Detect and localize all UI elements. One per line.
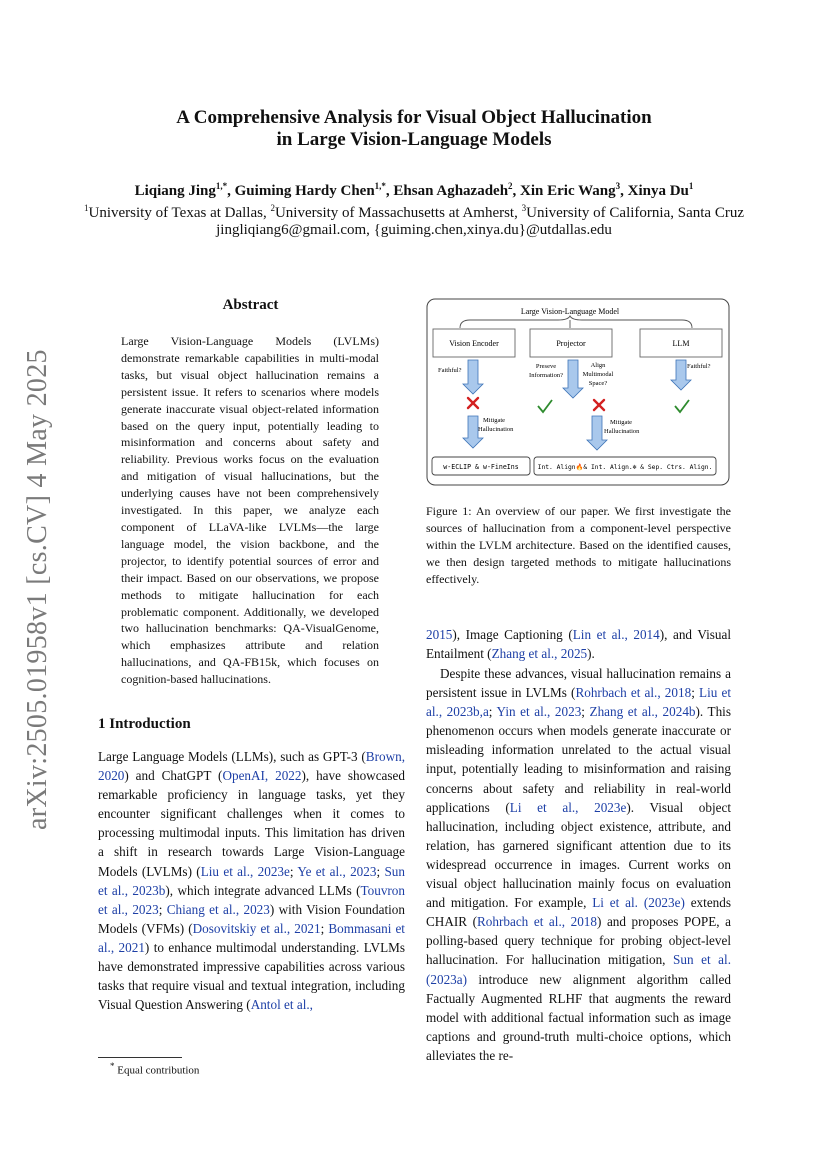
- method-box-left: w-ECLIP & w-FineIns: [443, 463, 519, 471]
- figure-header: Large Vision-Language Model: [520, 307, 620, 316]
- paragraph-text: introduce new alignment algorithm called Factually Augmented RLHF that augments the reward model with additional factual information such as image captions and ground-truth multi-choice options, which alleviates the re-: [426, 971, 731, 1063]
- affiliation-mark: 2: [270, 203, 275, 213]
- paragraph-text: ;: [158, 901, 167, 917]
- footnote-rule: [98, 1057, 182, 1058]
- paragraph-text: ), have showcased remarkable proficiency in language tasks, yet they encounter significant challenges when it comes to processing multimodal inputs. This limitation has driven a shift in research towards Large Vision-Language Models (LVLMs) (: [98, 768, 405, 879]
- citation-link[interactable]: Zhang et al., 2024b: [589, 704, 696, 720]
- author-affiliation-mark: 1: [688, 181, 694, 191]
- citation-link[interactable]: Sun et al., 2023b: [98, 863, 405, 898]
- paragraph-text: ). Visual object hallucination, including object existence, attribute, and relation, has garnered significant attention due to its widespread occurrence in images. Current works on visual object hallucination mainly focus on evaluation and mitigation. For example,: [426, 799, 731, 911]
- citation-link[interactable]: OpenAI, 2022: [222, 768, 302, 784]
- method-box-right: Int. Align🔥& Int. Align.❄ & Sep. Ctrs. Align.: [537, 464, 713, 471]
- citation-link[interactable]: Antol et al.,: [250, 997, 313, 1013]
- mitigate-label-projector-1: Mitigate: [610, 419, 633, 426]
- affiliation-mark: 1: [84, 203, 89, 213]
- citation-link[interactable]: Dosovitskiy et al., 2021: [192, 920, 321, 936]
- paragraph-text: ).: [587, 646, 595, 662]
- author-emails: jingliqiang6@gmail.com, {guiming.chen,xinya.du}@utdallas.edu: [216, 222, 612, 238]
- cross-mark-icon-projector: [594, 400, 604, 410]
- author-name: Liqiang Jing: [134, 183, 216, 199]
- author-affiliation-mark: 3: [615, 181, 621, 191]
- paragraph-text: Large Language Models (LLMs), such as GPT-3 (: [98, 749, 366, 764]
- affiliation-text: University of Texas at Dallas,: [88, 205, 271, 221]
- preserve-label-2: Information?: [529, 372, 563, 379]
- citation-link[interactable]: Liu et al., 2023e: [200, 863, 290, 879]
- paragraph-text: ;: [289, 863, 298, 879]
- cross-mark-icon-encoder: [468, 398, 478, 408]
- footnote-text: Equal contribution: [117, 1064, 200, 1077]
- footnote-mark: *: [110, 1061, 115, 1071]
- align-label-3: Space?: [588, 380, 608, 387]
- author-affiliation-mark: 1,*: [374, 181, 386, 191]
- title-line-2: in Large Vision-Language Models: [276, 129, 552, 150]
- paper-title: [0, 107, 828, 151]
- paragraph-text: ;: [376, 863, 385, 879]
- preserve-label-1: Preseve: [535, 363, 557, 370]
- section-heading-introduction: 1 Introduction: [98, 716, 191, 732]
- citation-link[interactable]: Touvron et al., 2023: [98, 882, 405, 917]
- vision-encoder-label: Vision Encoder: [449, 339, 499, 348]
- affiliation-mark: 3: [521, 203, 527, 213]
- align-label-2: Multimodal: [582, 371, 614, 378]
- title-line-1: A Comprehensive Analysis for Visual Object Hallucination: [176, 107, 652, 128]
- citation-link[interactable]: 2015: [426, 627, 453, 642]
- citation-link[interactable]: Ye et al., 2023: [297, 863, 377, 879]
- citation-link[interactable]: Sun et al. (2023a): [426, 952, 731, 987]
- paragraph-text: Despite these advances, visual hallucination remains a persistent issue in LVLMs (: [426, 666, 731, 701]
- paragraph-text: ), Image Captioning (: [452, 627, 573, 642]
- paragraph-text: ), which integrate advanced LLMs (: [165, 882, 361, 898]
- paragraph-text: ;: [320, 920, 329, 936]
- paragraph-text: extends CHAIR (: [426, 895, 731, 930]
- citation-link[interactable]: Liu et al., 2023b,a: [426, 685, 731, 720]
- intro-paragraph-right: [426, 664, 731, 1065]
- encoder-arrow: [463, 360, 483, 394]
- affiliation-text: University of California, Santa Cruz: [526, 205, 744, 221]
- intro-paragraph-left: [98, 747, 405, 1014]
- citation-link[interactable]: Brown, 2020: [98, 749, 405, 784]
- citation-link[interactable]: Yin et al., 2023: [496, 704, 582, 720]
- citation-link[interactable]: Bommasani et al., 2021: [98, 920, 405, 955]
- author-name: Xin Eric Wang: [520, 183, 616, 199]
- llm-label: LLM: [672, 339, 690, 348]
- citation-link[interactable]: Rohrbach et al., 2018: [477, 914, 597, 930]
- citation-link[interactable]: Rohrbach et al., 2018: [575, 685, 692, 701]
- citation-link[interactable]: Li et al. (2023e): [592, 895, 685, 911]
- affiliations: [0, 203, 828, 222]
- author-name: Guiming Hardy Chen: [234, 183, 375, 199]
- author-list: Liqiang Jing$^{1,*}$, Guiming Hardy Chen$^{1,*}$, Ehsan Aghazadeh$^2$, Xin Eric Wang$^3$, Xinya Du$^1$: [134, 181, 694, 199]
- mitigate-label-projector-2: Hallucination: [604, 428, 640, 435]
- align-label-1: Align: [590, 362, 606, 369]
- paragraph-text: ;: [691, 685, 700, 701]
- citation-link[interactable]: Li et al., 2023e: [509, 799, 627, 815]
- author-affiliation-mark: 1,*: [215, 181, 228, 191]
- abstract-text: Large Vision-Language Models (LVLMs) demonstrate remarkable capabilities in multi-modal tasks, but visual object hallucination remains a persistent issue. It refers to scenarios where models generate inaccurate visual object-related information based on the query input, potentially leading to misinformation and concerns about safety and reliability. Previous works focus on the evaluation and mitigation of visual hallucinations, but the underlying causes have not been comprehensively investigated. In this paper, we analyze each component of LLaVA-like LVLMs—the large language model, the vision backbone, and the projector, to identify potential sources of error and their impact. Based on our observations, we propose methods to mitigate hallucination for each problematic component. Additionally, we developed two hallucination benchmarks: QA-VisualGenome, which emphasizes attribute and relation hallucinations, and QA-FB15k, which focuses on cognition-based hallucinations.: [121, 334, 379, 687]
- paragraph-text: ) and proposes POPE, a polling-based query technique for probing object-level hallucination. For hallucination mitigation,: [426, 914, 731, 968]
- arxiv-stamp: arXiv:2505.01958v1 [cs.CV] 4 May 2025: [22, 349, 53, 830]
- author-name: Xinya Du: [627, 183, 689, 199]
- mitigate-label-encoder-1: Mitigate: [483, 417, 506, 424]
- citation-link[interactable]: Chiang et al., 2023: [166, 901, 270, 917]
- paragraph-text: ;: [581, 704, 590, 720]
- check-mark-icon-llm: [675, 400, 689, 412]
- citation-link[interactable]: Lin et al., 2014: [572, 627, 660, 642]
- citation-link[interactable]: Zhang et al., 2025: [491, 646, 588, 662]
- footnote: [110, 1061, 199, 1077]
- paragraph-text: ), and Visual Entailment (: [426, 627, 731, 662]
- paragraph-text: ;: [488, 704, 497, 720]
- author-name: Ehsan Aghazadeh: [393, 183, 509, 199]
- author-affiliation-mark: 2: [508, 181, 513, 191]
- figure-1-overview-diagram: [426, 298, 730, 486]
- check-mark-icon-projector: [538, 400, 552, 412]
- paragraph-text: ) with Vision Foundation Models (VFMs) (: [98, 901, 405, 936]
- abstract-heading: Abstract: [222, 297, 279, 313]
- faithful-label-encoder: Faithful?: [438, 367, 462, 374]
- projector-arrow: [563, 360, 583, 398]
- projector-label: Projector: [556, 339, 586, 348]
- affiliation-text: University of Massachusetts at Amherst,: [274, 205, 522, 221]
- intro-paragraph-right-continued: [426, 625, 731, 663]
- faithful-label-llm: Faithful?: [687, 363, 711, 370]
- figure-1-caption: Figure 1: An overview of our paper. We first investigate the sources of hallucination from a component-level perspective within the LVLM architecture. Based on the identified causes, we then design targeted methods to mitigate hallucinations effectively.: [426, 504, 731, 586]
- mitigate-label-encoder-2: Hallucination: [478, 426, 514, 433]
- paragraph-text: ). This phenomenon occurs when models generate inaccurate or misleading information unrelated to the actual visual input, potentially leading to misinformation and raising concerns about safety and reliability in real-world applications (: [426, 704, 731, 815]
- paragraph-text: ) to enhance multimodal understanding. LVLMs have demonstrated impressive capabilities across various tasks that require visual and textual integration, including Visual Question Answering (: [98, 939, 405, 1013]
- paragraph-text: ) and ChatGPT (: [124, 768, 223, 784]
